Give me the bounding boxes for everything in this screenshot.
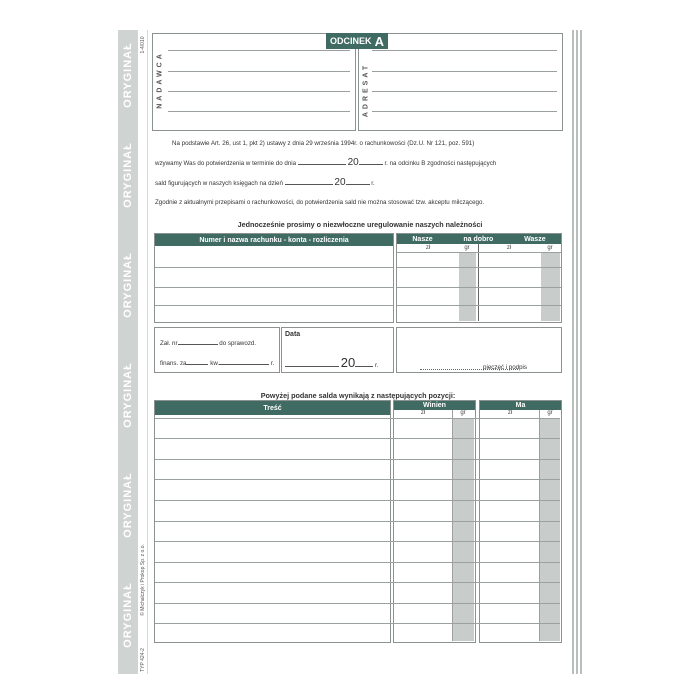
description-header: Treść (155, 401, 390, 415)
date-day-month-field[interactable] (285, 366, 339, 367)
accounts-table (154, 233, 394, 323)
form-code: TYP 424-2 (140, 648, 146, 672)
balance-day-month-field[interactable] (285, 184, 333, 185)
legal-basis-text: Na podstawie Art. 26, ust 1, pkt 2) ustawy z dnia 29 września 1994r. o rachunkowości (Dz.U. Nr 121, poz. 591) (172, 140, 475, 147)
side-strip (118, 30, 138, 674)
credit-header: Ma (480, 401, 561, 410)
quarter-field[interactable] (219, 364, 269, 365)
date-year-field[interactable] (355, 366, 373, 367)
accounts-header: Numer i nazwa rachunku - konta - rozliczenia (155, 234, 393, 246)
side-word-original: ORYGINAŁ (122, 42, 134, 108)
side-word-original: ORYGINAŁ (122, 472, 134, 538)
deadline-day-month-field[interactable] (298, 164, 346, 165)
side-word-original: ORYGINAŁ (122, 142, 134, 208)
attachment-number-field[interactable] (178, 344, 218, 345)
addressee-label: ADRESAT (362, 62, 370, 118)
stamp-signature-box[interactable] (396, 327, 562, 373)
side-word-original: ORYGINAŁ (122, 582, 134, 648)
positions-title: Powyżej podane salda wynikają z następujących pozycji: (260, 391, 456, 400)
perforation-line (147, 30, 148, 674)
balance-header: Nasze na dobro Wasze (397, 234, 561, 244)
section-badge (326, 33, 388, 49)
debit-header: Winien (394, 401, 475, 410)
section-badge-label: ODCINEK (330, 36, 372, 46)
balance-table (396, 233, 562, 323)
period-field[interactable] (186, 364, 208, 365)
date-line: 20 r. (285, 355, 378, 370)
regulation-note: Zgodnie z aktualnymi przepisami o rachunkowości, do potwierdzenia sald nie można stosować tzw. akceptu milczącego. (155, 199, 485, 206)
balance-year-field[interactable] (346, 184, 370, 185)
right-edge-bars (572, 30, 582, 674)
payment-request-title: Jednocześnie prosimy o niezwłoczne uregulowanie naszych należności (237, 220, 483, 229)
stamp-signature-label: pieczęć i podpis (483, 364, 528, 371)
side-word-original: ORYGINAŁ (122, 362, 134, 428)
balance-date-line: sald figurujących w naszych księgach na dzień 20 r. (155, 177, 375, 188)
date-label: Data (285, 331, 301, 338)
top-code: 1-4/010 (140, 36, 146, 54)
deadline-year-field[interactable] (359, 164, 383, 165)
side-word-original: ORYGINAŁ (122, 252, 134, 318)
publisher-imprint: © Michalczyk i Prokop Sp. z o.o. (140, 544, 146, 616)
sender-label: NADAWCA (156, 51, 164, 109)
financial-period-line: finans. za kw. r. (160, 360, 275, 367)
addressee-box[interactable] (358, 33, 563, 131)
section-badge-letter: A (374, 33, 384, 49)
attachment-line: Zał. nr do sprawozd. (160, 340, 257, 347)
deadline-line: wzywamy Was do potwierdzenia w terminie do dnia 20 r. na odcinku B zgodności następujących (155, 157, 497, 168)
